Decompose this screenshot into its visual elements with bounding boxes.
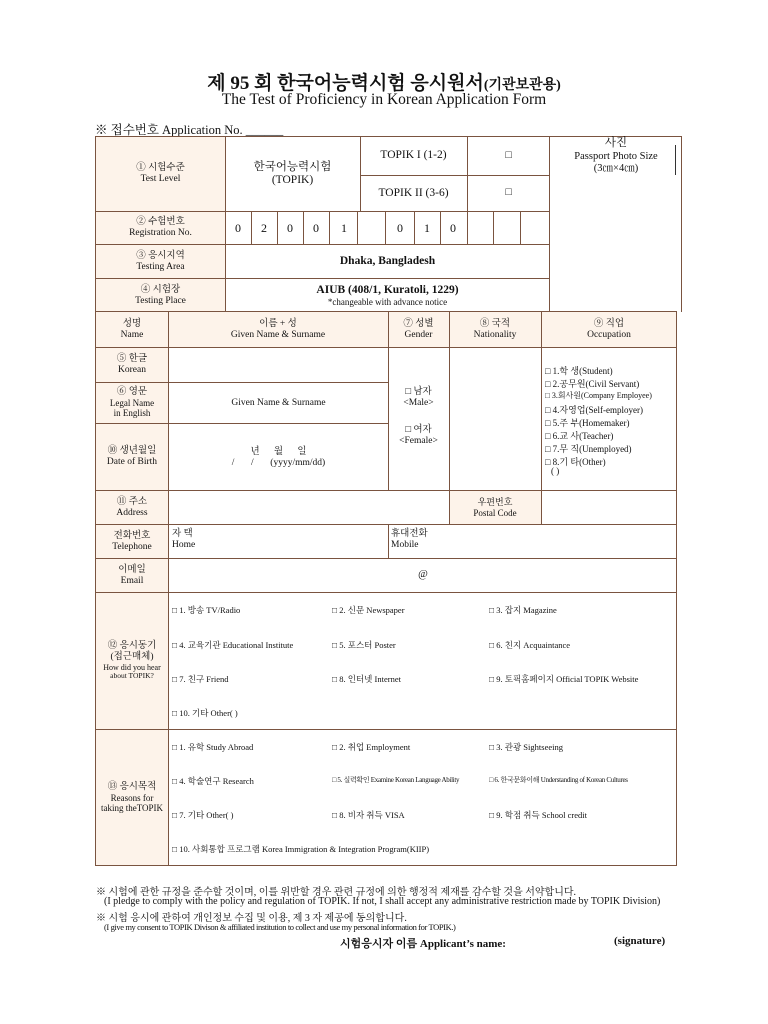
dob-label-en: Date of Birth xyxy=(106,457,158,467)
testing-area-label xyxy=(96,245,225,278)
given-name-header-ko: 이름 + 성 xyxy=(259,318,297,329)
home-phone-label-ko: 자 택 xyxy=(172,529,193,539)
test-level-label-ko: ① 시험수준 xyxy=(136,163,185,174)
purpose-option[interactable]: □ 10. 사회통합 프로그램 Korea Immigration & Integration Program(KIIP) xyxy=(172,844,430,854)
telephone-label-en: Telephone xyxy=(112,541,152,552)
english-name-label-en2: in English xyxy=(113,408,151,419)
nationality-header xyxy=(449,312,541,347)
occupation-option[interactable]: □ 4.자영업(Self-employer) xyxy=(545,405,643,415)
mobile-phone-field[interactable] xyxy=(391,529,428,552)
telephone-label xyxy=(96,525,168,558)
occupation-header-ko: ⑨ 직업 xyxy=(593,318,625,329)
registration-label-ko: ② 수험번호 xyxy=(136,217,185,228)
occupation-option[interactable]: □ 1.학 생(Student) xyxy=(545,366,613,376)
motive-label xyxy=(96,593,168,729)
gender-male[interactable] xyxy=(388,380,449,415)
reg-digit: 1 xyxy=(341,221,347,235)
english-name-label xyxy=(96,383,168,423)
purpose-label xyxy=(96,730,168,866)
purpose-option[interactable]: □ 6. 한국문화이해 Understanding of Korean Cultures xyxy=(489,776,628,784)
address-field[interactable] xyxy=(169,491,449,524)
photo-label-ko: 사진 xyxy=(604,137,628,150)
gender-header-en: Gender xyxy=(404,329,433,340)
registration-label-en: Registration No. xyxy=(129,228,192,238)
given-name-header-en: Given Name & Surname xyxy=(230,329,326,340)
home-phone-label-en: Home xyxy=(172,540,196,551)
english-name-label-ko: ⑥ 영문 xyxy=(116,387,148,398)
test-name xyxy=(225,137,360,211)
occupation-header-en: Occupation xyxy=(587,329,631,340)
purpose-option[interactable]: □ 5. 실력확인 Examine Korean Language Ability xyxy=(332,776,460,784)
registration-label xyxy=(96,212,225,244)
gender-male-en: <Male> xyxy=(403,397,434,408)
reg-digit: 0 xyxy=(313,221,319,235)
purpose-option[interactable]: □ 7. 기타 Other( ) xyxy=(172,810,234,820)
given-name-header xyxy=(168,312,388,347)
mobile-phone-label-en: Mobile xyxy=(391,540,419,551)
purpose-label-ko: ⑬ 응시목적 xyxy=(107,782,157,793)
motive-option[interactable]: □ 7. 친구 Friend xyxy=(172,674,229,684)
testing-place-label-ko: ④ 시험장 xyxy=(140,284,181,295)
reg-digit: 0 xyxy=(235,221,241,235)
motive-option[interactable]: □ 2. 신문 Newspaper xyxy=(332,605,405,615)
testing-place-value xyxy=(225,279,550,312)
pledge-english: (I pledge to comply with the policy and regulation of TOPIK. If not, I shall accept any administrative restriction made by TOPIK Division) xyxy=(104,896,661,907)
gender-female-en: <Female> xyxy=(399,435,438,446)
gender-female-ko: □ 여자 xyxy=(405,424,432,435)
test-level-label xyxy=(96,137,225,211)
reg-digit: 0 xyxy=(397,221,403,235)
reg-digit: 0 xyxy=(450,221,456,235)
motive-option[interactable]: □ 8. 인터넷 Internet xyxy=(332,674,401,684)
purpose-option[interactable]: □ 2. 취업 Employment xyxy=(332,742,411,752)
gender-header xyxy=(388,312,449,347)
address-label xyxy=(96,491,168,524)
topik1-checkbox[interactable]: □ xyxy=(505,149,512,161)
occupation-other-field[interactable]: ( ) xyxy=(551,466,560,476)
postal-code-field[interactable] xyxy=(542,491,677,524)
english-name-field[interactable]: Given Name & Surname xyxy=(231,397,326,408)
motive-label-ko2: (접근매체) xyxy=(110,652,154,663)
signature-field[interactable]: (signature) xyxy=(614,935,666,947)
testing-area-label-ko: ③ 응시지역 xyxy=(136,250,185,261)
testing-place-name: AIUB (408/1, Kuratoli, 1229) xyxy=(316,283,459,296)
photo-size: (3㎝×4㎝) xyxy=(593,162,639,174)
test-level-label-en: Test Level xyxy=(140,174,181,184)
nationality-header-ko: ⑧ 국적 xyxy=(479,318,511,329)
purpose-option[interactable]: □ 4. 학술연구 Research xyxy=(172,776,254,786)
motive-option[interactable]: □ 4. 교육기관 Educational Institute xyxy=(172,640,294,650)
title-suffix: (기관보관용) xyxy=(483,78,561,93)
email-label-en: Email xyxy=(120,575,144,586)
motive-option[interactable]: □ 5. 포스터 Poster xyxy=(332,640,396,650)
motive-option[interactable]: □ 1. 방송 TV/Radio xyxy=(172,605,241,615)
address-label-ko: ⑪ 주소 xyxy=(116,496,148,507)
mobile-phone-label-ko: 휴대전화 xyxy=(391,529,428,539)
motive-label-en2: about TOPIK? xyxy=(110,671,154,681)
topik2-label: TOPIK II (3-6) xyxy=(378,186,449,199)
dob-line2: / / (yyyy/mm/dd) xyxy=(231,458,326,468)
topik2-checkbox[interactable]: □ xyxy=(505,187,512,199)
pledge-korean: ※ 시험에 관한 규정을 준수할 것이며, 이를 위반할 경우 관련 규정에 의한 행정적 제재를 감수할 것을 서약합니다. xyxy=(96,887,577,898)
consent-english: (I give my consent to TOPIK Divison & affiliated institution to collect and use my personal information for TOPIK.) xyxy=(104,922,456,932)
occupation-header xyxy=(541,312,677,347)
occupation-option[interactable]: □ 5.주 부(Homemaker) xyxy=(545,418,630,428)
occupation-option[interactable]: □ 8.기 타(Other) xyxy=(545,457,606,467)
korean-name-label-en: Korean xyxy=(118,365,146,375)
application-number: ※ 접수번호 Application No. ______ xyxy=(95,123,284,137)
dob-label-ko: ⑩ 생년월일 xyxy=(107,446,157,457)
name-header-en: Name xyxy=(120,329,144,340)
applicant-name-label: 시험응시자 이름 Applicant’s name: xyxy=(340,938,506,950)
korean-name-label xyxy=(96,348,168,382)
postal-code-label xyxy=(449,491,541,524)
motive-option[interactable]: □ 9. 토픽홈페이지 Official TOPIK Website xyxy=(489,674,639,684)
gender-male-ko: □ 남자 xyxy=(405,386,432,397)
occupation-option[interactable]: □ 7.무 직(Unemployed) xyxy=(545,444,632,454)
postal-code-label-ko: 우편번호 xyxy=(477,497,513,508)
korean-name-field[interactable] xyxy=(169,348,388,382)
nationality-header-en: Nationality xyxy=(473,329,517,340)
testing-area-value: Dhaka, Bangladesh xyxy=(339,254,436,267)
test-name-ko: 한국어능력시험 xyxy=(253,160,332,173)
testing-area-label-en: Testing Area xyxy=(136,261,185,272)
purpose-option[interactable]: □ 3. 관광 Sightseeing xyxy=(489,742,563,752)
purpose-option[interactable]: □ 8. 비자 취득 VISA xyxy=(332,810,405,820)
motive-label-en1: How did you hear xyxy=(103,663,161,673)
motive-option[interactable]: □ 3. 잡지 Magazine xyxy=(489,605,557,615)
dob-field[interactable] xyxy=(169,440,388,476)
home-phone-field[interactable] xyxy=(172,529,195,552)
purpose-label-en2: taking theTOPIK xyxy=(100,803,164,814)
motive-option[interactable]: □ 6. 친지 Acquaintance xyxy=(489,640,571,650)
name-header-ko: 성명 xyxy=(122,318,142,329)
testing-place-label xyxy=(96,279,225,312)
gender-female[interactable] xyxy=(388,418,449,453)
email-label-ko: 이메일 xyxy=(118,564,146,575)
testing-place-label-en: Testing Place xyxy=(135,295,186,306)
english-name-label-en1: Legal Name xyxy=(109,398,155,409)
photo-label-en: Passport Photo Size xyxy=(574,150,658,162)
email-field[interactable]: @ xyxy=(418,569,428,581)
postal-code-label-en: Postal Code xyxy=(473,507,517,518)
test-name-en: (TOPIK) xyxy=(271,174,314,186)
occupation-option[interactable]: □ 3.회사원(Company Employee) xyxy=(545,391,652,400)
telephone-label-ko: 전화번호 xyxy=(113,530,151,541)
dob-label xyxy=(96,424,168,490)
topik1-label: TOPIK I (1-2) xyxy=(380,149,447,162)
gender-header-ko: ⑦ 성별 xyxy=(403,318,434,329)
title-korean: 제 95 회 한국어능력시험 응시원서 xyxy=(207,73,484,94)
dob-line1: 년 월 일 xyxy=(250,447,307,458)
email-label xyxy=(96,559,168,592)
korean-name-label-ko: ⑤ 한글 xyxy=(116,354,148,365)
purpose-option[interactable]: □ 9. 학점 취득 School credit xyxy=(489,810,587,820)
name-header xyxy=(96,312,168,347)
page-subtitle: The Test of Proficiency in Korean Application Form xyxy=(221,91,547,108)
reg-digit: 2 xyxy=(261,221,267,235)
reg-digit: 1 xyxy=(424,221,430,235)
photo-label xyxy=(550,136,682,176)
purpose-option[interactable]: □ 1. 유학 Study Abroad xyxy=(172,742,254,752)
purpose-label-en1: Reasons for xyxy=(110,793,154,804)
motive-label-ko1: ⑫ 응시동기 xyxy=(107,641,157,652)
occupation-option[interactable]: □ 2.공무원(Civil Servant) xyxy=(545,379,640,389)
nationality-field[interactable] xyxy=(450,348,541,490)
reg-digit: 0 xyxy=(287,221,293,235)
testing-place-note: *changeable with advance notice xyxy=(327,296,448,307)
occupation-option[interactable]: □ 6.교 사(Teacher) xyxy=(545,431,614,441)
consent-korean: ※ 시험 응시에 관하여 개인정보 수집 및 이용, 제 3 자 제공에 동의합니다. xyxy=(96,913,407,924)
motive-option[interactable]: □ 10. 기타 Other( ) xyxy=(172,708,238,718)
address-label-en: Address xyxy=(116,507,148,518)
